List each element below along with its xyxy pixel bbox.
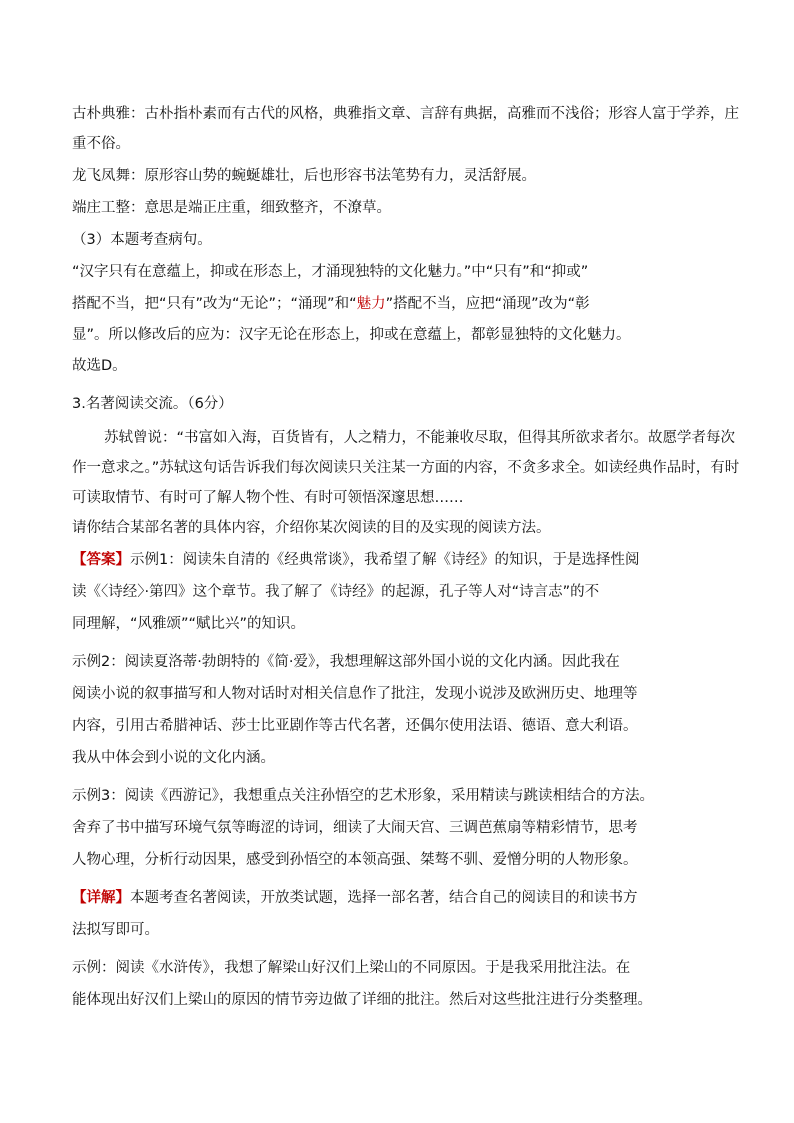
section3-title: 3.名著阅读交流。（6分） xyxy=(72,396,233,412)
section3-para2: 请你结合某部名著的具体内容，介绍你某次阅读的目的及实现的阅读方法。 xyxy=(72,520,551,536)
section3-para1-line3: 可读取情节、有时可了解人物个性、有时可领悟深邃思想…… xyxy=(72,490,464,506)
section3-para1-line2: 作一意求之。”苏轼这句话告诉我们每次阅读只关注某一方面的内容，不贪多求全。如读经典作品时，有时 xyxy=(72,460,740,476)
answer-example1-line1 xyxy=(72,550,639,570)
detail-line1 xyxy=(72,888,638,908)
answer-example1-line1-text: 示例1：阅读朱自清的《经典常谈》，我希望了解《诗经》的知识，于是选择性阅 xyxy=(130,552,640,568)
question3-heading: （3）本题考查病句。 xyxy=(72,232,212,248)
detail-example-line1: 示例：阅读《水浒传》，我想了解梁山好汉们上梁山的不同原因。于是我采用批注法。在 xyxy=(72,960,631,976)
answer-label: 【答案】 xyxy=(72,552,130,568)
answer-example3-line2: 舍弃了书中描写环境气氛等晦涩的诗词，细读了大闹天宫、三调芭蕉扇等精彩情节，思考 xyxy=(72,820,638,836)
question3-line3: 显”。所以修改后的应为：汉字无论在形态上，抑或在意蕴上，都彰显独特的文化魅力。 xyxy=(72,327,631,343)
question3-line1: “汉字只有在意蕴上，抑或在形态上，才涌现独特的文化魅力。”中“只有”和“抑或” xyxy=(72,264,589,280)
question3-line2 xyxy=(72,294,590,314)
answer-example2-line1: 示例2：阅读夏洛蒂·勃朗特的《简·爱》，我想理解这部外国小说的文化内涵。因此我在 xyxy=(72,654,620,670)
answer-example3-line3: 人物心理，分析行动因果，感受到孙悟空的本领高强、桀骜不驯、爱憎分明的人物形象。 xyxy=(72,852,638,868)
question3-line2-part-a: 搭配不当，把“只有”改为“无论”；“涌现”和“ xyxy=(72,296,357,312)
detail-line1-text: 本题考查名著阅读，开放类试题，选择一部名著，结合自己的阅读目的和读书方 xyxy=(130,890,638,906)
detail-line2: 法拟写即可。 xyxy=(72,922,159,938)
answer-example1-line2: 读《〈诗经〉·第四》这个章节。我了解了《诗经》的起源，孔子等人对“诗言志”的不 xyxy=(72,584,600,600)
answer-example2-line3: 内容，引用古希腊神话、莎士比亚剧作等古代名著，还偶尔使用法语、德语、意大利语。 xyxy=(72,718,638,734)
question3-line2-part-b: ”搭配不当，应把“涌现”改为“彰 xyxy=(385,296,590,312)
answer-example2-line2: 阅读小说的叙事描写和人物对话时对相关信息作了批注，发现小说涉及欧洲历史、地理等 xyxy=(72,686,638,702)
detail-label: 【详解】 xyxy=(72,890,130,906)
question3-line4: 故选D。 xyxy=(72,358,127,374)
answer-example1-line3: 同理解，“风雅颂”“赋比兴”的知识。 xyxy=(72,616,306,632)
definition-duanzhuang: 端庄工整：意思是端正庄重，细致整齐，不潦草。 xyxy=(72,200,391,216)
question3-highlight-meili: 魅力 xyxy=(356,296,386,312)
definition-guzhu-line1: 古朴典雅：古朴指朴素而有古代的风格，典雅指文章、言辞有典据，高雅而不浅俗；形容人富于学养，庄 xyxy=(72,106,739,122)
section3-para1-line1: 苏轼曾说：“书富如入海，百货皆有，人之精力，不能兼收尽取，但得其所欲求者尔。故愿学者每次 xyxy=(104,430,736,446)
answer-example3-line1: 示例3：阅读《西游记》，我想重点关注孙悟空的艺术形象，采用精读与跳读相结合的方法。 xyxy=(72,788,654,804)
definition-longfei: 龙飞凤舞：原形容山势的蜿蜒雄壮，后也形容书法笔势有力，灵活舒展。 xyxy=(72,168,536,184)
answer-example2-line4: 我从中体会到小说的文化内涵。 xyxy=(72,750,275,766)
detail-example-line2: 能体现出好汉们上梁山的原因的情节旁边做了详细的批注。然后对这些批注进行分类整理。 xyxy=(72,992,652,1008)
definition-guzhu-line2: 重不俗。 xyxy=(72,136,130,152)
